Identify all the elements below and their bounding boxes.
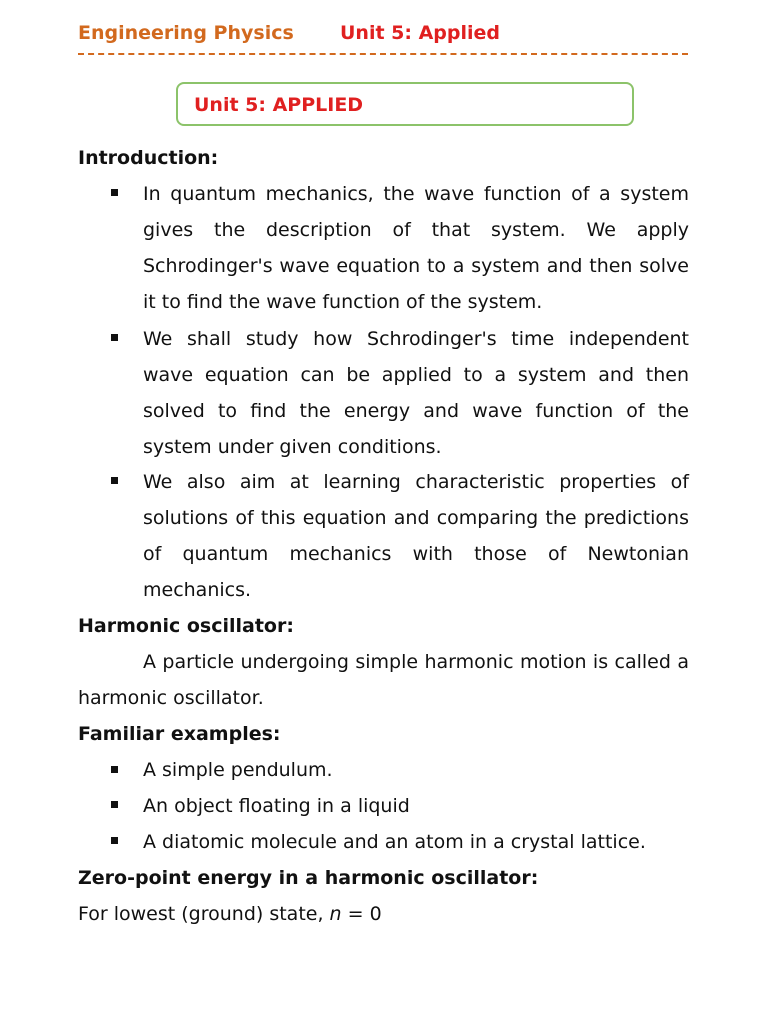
ground-state-prefix: For lowest (ground) state, [78,903,330,925]
bullet-icon [111,837,118,844]
bullet-icon [111,477,118,484]
introduction-bullet-2: We shall study how Schrodinger's time independent wave equation can be applied to a system and then solved to find the energy and wave function of the system under given conditions. [143,328,689,458]
header-subject: Engineering Physics [78,22,294,44]
example-item-2: An object floating in a liquid [143,795,410,817]
unit-title-box [176,82,634,126]
header-unit: Unit 5: Applied [340,22,501,44]
ground-state-suffix: = 0 [341,903,382,925]
harmonic-oscillator-heading: Harmonic oscillator: [78,615,294,637]
introduction-bullet-1: In quantum mechanics, the wave function of a system gives the description of that system. We apply Schrodinger's wave equation to a system and then solve it to find the wave function of the system. [143,183,689,313]
unit-title: Unit 5: APPLIED [194,94,364,116]
ground-state-line [78,903,382,925]
introduction-heading: Introduction: [78,147,219,169]
quantum-number-variable: n [329,903,342,925]
bullet-icon [111,801,118,808]
example-item-3: A diatomic molecule and an atom in a crystal lattice. [143,831,646,853]
example-item-1: A simple pendulum. [143,759,333,781]
harmonic-oscillator-paragraph: A particle undergoing simple harmonic motion is called a harmonic oscillator. [78,651,689,709]
bullet-icon [111,766,118,773]
introduction-bullet-3: We also aim at learning characteristic properties of solutions of this equation and comparing the predictions of quantum mechanics with those of Newtonian mechanics. [143,471,689,601]
header-divider [78,53,688,55]
zero-point-heading: Zero-point energy in a harmonic oscillator: [78,867,539,889]
bullet-icon [111,189,118,196]
page-header [78,22,690,50]
familiar-examples-heading: Familiar examples: [78,723,281,745]
bullet-icon [111,334,118,341]
